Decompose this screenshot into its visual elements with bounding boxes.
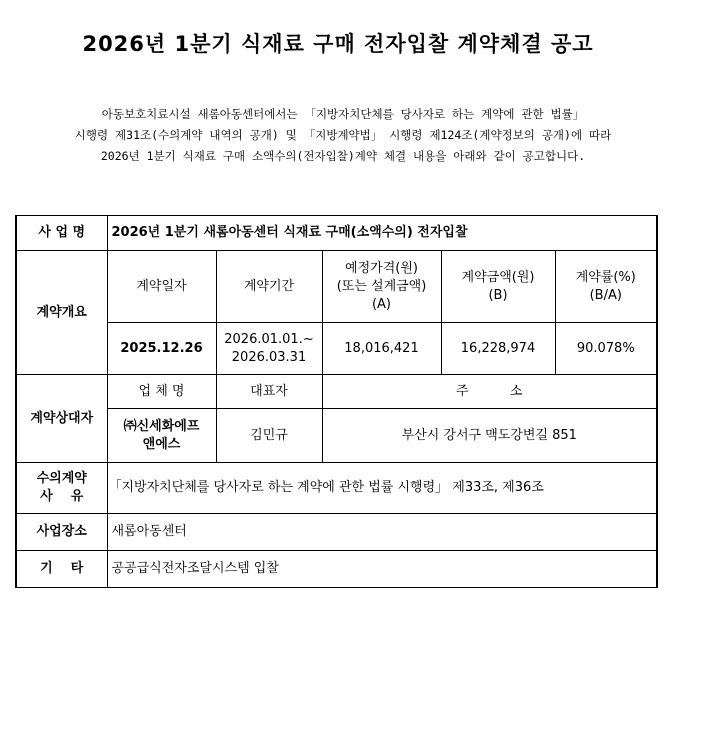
row-contractor-values (16, 409, 657, 463)
header-contract-period: 계약기간 (216, 251, 322, 323)
row-etc (16, 551, 657, 588)
estimate-header-line-2: (또는 설계금액) (336, 278, 427, 294)
value-estimated-price: 18,016,421 (322, 323, 441, 375)
row-overview-values (16, 323, 657, 375)
header-contract-rate (555, 251, 657, 323)
amount-header-line-1: 계약금액(원) (461, 269, 535, 285)
value-contract-amount: 16,228,974 (441, 323, 555, 375)
value-address: 부산시 강서구 맥도강변길 851 (322, 409, 657, 463)
intro-line-3: 2026년 1분기 식재료 구매 소액수의(전자입찰)계약 체결 내용을 아래와 같이 공고합니다. (100, 149, 586, 163)
reason-label-line-1: 수의계약 (36, 471, 87, 486)
value-contract-date: 2025.12.26 (107, 323, 216, 375)
header-contract-amount (441, 251, 555, 323)
intro-line-1: 아동보호치료시설 새롬아동센터에서는 「지방자치단체를 당사자로 하는 계약에 관한 법률」 (101, 107, 585, 121)
rate-header-line-2: (B/A) (589, 287, 622, 303)
place-label: 사업장소 (16, 514, 107, 551)
row-overview-headers (16, 251, 657, 323)
contractor-label: 계약상대자 (16, 375, 107, 463)
amount-header-line-2: (B) (488, 287, 508, 303)
intro-line-2: 시행령 제31조(수의계약 내역의 공개) 및 「지방계약법」 시행령 제124조(계약정보의 공개)에 따라 (74, 128, 612, 142)
etc-value: 공공급식전자조달시스템 입찰 (107, 551, 657, 588)
value-company-name (107, 409, 216, 463)
rate-header-line-1: 계약률(%) (575, 269, 636, 285)
header-address: 주 소 (322, 375, 657, 409)
page-title: 2026년 1분기 식재료 구매 전자입찰 계약체결 공고 (82, 32, 594, 56)
reason-value: 「지방자치단체를 당사자로 하는 계약에 관한 법률 시행령」 제33조, 제36조 (107, 463, 657, 514)
row-project-name (16, 216, 657, 251)
overview-label: 계약개요 (16, 251, 107, 375)
value-contract-period (216, 323, 322, 375)
project-name-label: 사 업 명 (16, 216, 107, 251)
project-name-value: 2026년 1분기 새롬아동센터 식재료 구매(소액수의) 전자입찰 (107, 216, 657, 251)
row-place (16, 514, 657, 551)
company-line-2: 앤에스 (142, 436, 181, 452)
header-estimated-price (322, 251, 441, 323)
intro-paragraph (10, 104, 676, 167)
header-representative: 대표자 (216, 375, 322, 409)
company-line-1: ㈜신세화에프 (123, 418, 200, 434)
estimate-header-line-1: 예정가격(원) (345, 260, 418, 276)
value-representative: 김민규 (216, 409, 322, 463)
period-line-1: 2026.01.01.~ (224, 331, 314, 347)
reason-label-line-2: 사 유 (40, 489, 84, 504)
estimate-header-line-3: (A) (371, 296, 392, 312)
etc-label: 기 타 (16, 551, 107, 588)
place-value: 새롬아동센터 (107, 514, 657, 551)
header-company-name: 업 체 명 (107, 375, 216, 409)
row-contractor-headers (16, 375, 657, 409)
contract-table (15, 215, 658, 588)
row-reason (16, 463, 657, 514)
reason-label (16, 463, 107, 514)
period-line-2: 2026.03.31 (231, 349, 307, 365)
header-contract-date: 계약일자 (107, 251, 216, 323)
value-contract-rate: 90.078% (555, 323, 657, 375)
